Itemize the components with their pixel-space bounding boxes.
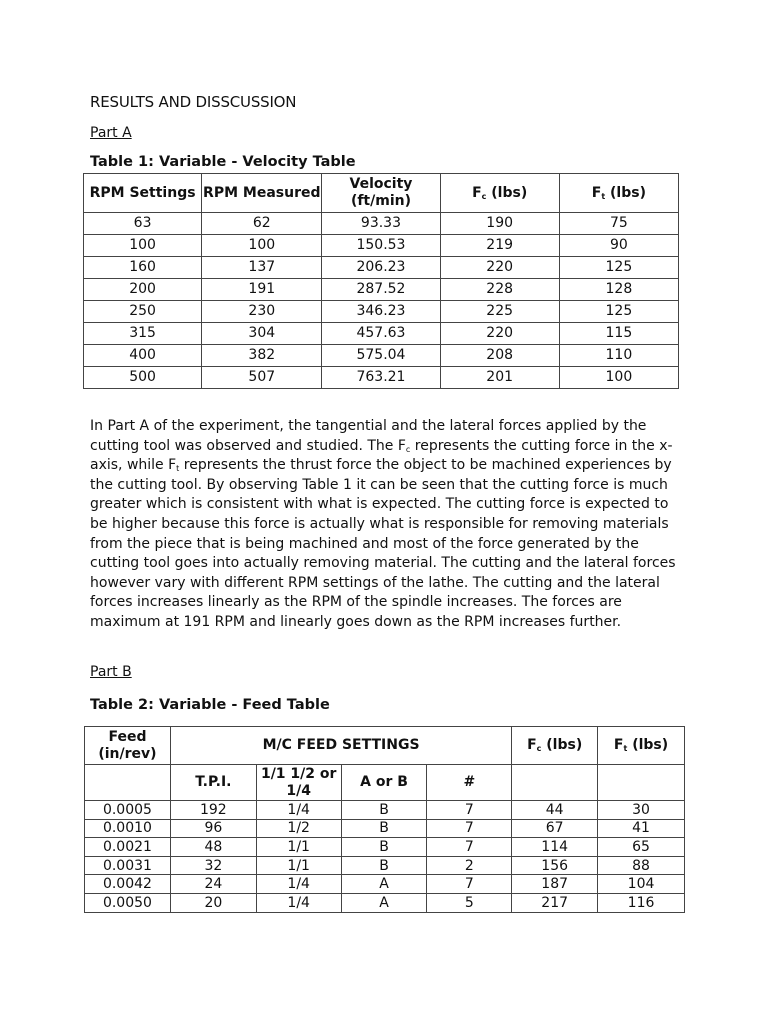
table-cell: 217: [512, 893, 598, 912]
table-cell: 48: [170, 838, 256, 857]
table-cell: B: [341, 819, 427, 838]
table-cell: 2: [427, 856, 512, 875]
velocity-table: [83, 173, 679, 389]
table-cell: 0.0010: [85, 819, 171, 838]
table-row: [84, 345, 679, 367]
table-cell: 1/2: [256, 819, 341, 838]
table-cell: 0.0021: [85, 838, 171, 857]
table-cell: 115: [559, 323, 678, 345]
header-number: #: [427, 765, 512, 801]
table-cell: 24: [170, 875, 256, 894]
table-cell: 1/4: [256, 875, 341, 894]
header-blank: [85, 765, 171, 801]
table-cell: 346.23: [322, 301, 440, 323]
table-cell: 0.0050: [85, 893, 171, 912]
table-cell: 96: [170, 819, 256, 838]
header-a-or-b: A or B: [341, 765, 427, 801]
table-cell: 20: [170, 893, 256, 912]
table-cell: 44: [512, 801, 598, 820]
table-cell: B: [341, 838, 427, 857]
header-blank: [598, 765, 685, 801]
table-cell: 190: [440, 213, 559, 235]
table-cell: 137: [202, 257, 322, 279]
table-cell: 90: [559, 235, 678, 257]
table2-caption: Table 2: Variable - Feed Table: [90, 697, 330, 713]
header-fc: $F_c$ (lbs): [440, 174, 559, 213]
header-ft: $F_t$ (lbs): [559, 174, 678, 213]
table-cell: 220: [440, 257, 559, 279]
table-cell: 208: [440, 345, 559, 367]
table-cell: 187: [512, 875, 598, 894]
table-cell: 100: [559, 367, 678, 389]
table-cell: 114: [512, 838, 598, 857]
table-cell: 5: [427, 893, 512, 912]
table-cell: 228: [440, 279, 559, 301]
header-rpm-measured: RPM Measured: [202, 174, 322, 213]
table-row: [85, 838, 685, 857]
table-cell: 110: [559, 345, 678, 367]
section-heading: RESULTS AND DISSCUSSION: [90, 93, 297, 111]
table-cell: 7: [427, 875, 512, 894]
table-cell: 220: [440, 323, 559, 345]
table-cell: 150.53: [322, 235, 440, 257]
header-fc: $F_c$ (lbs): [512, 727, 598, 765]
table-cell: 88: [598, 856, 685, 875]
table-cell: 400: [84, 345, 202, 367]
table-row: [85, 875, 685, 894]
table-cell: 230: [202, 301, 322, 323]
table-cell: 0.0042: [85, 875, 171, 894]
part-b-label: Part B: [90, 664, 132, 680]
table-cell: 156: [512, 856, 598, 875]
table-cell: B: [341, 801, 427, 820]
table-cell: 160: [84, 257, 202, 279]
table-cell: 382: [202, 345, 322, 367]
table-cell: 62: [202, 213, 322, 235]
table-row: [84, 235, 679, 257]
part-a-label: Part A: [90, 125, 132, 141]
table1-caption: Table 1: Variable - Velocity Table: [90, 154, 356, 170]
table-cell: 128: [559, 279, 678, 301]
header-feed: Feed (in/rev): [85, 727, 171, 765]
table-cell: 7: [427, 819, 512, 838]
table-row: [84, 301, 679, 323]
table-cell: 125: [559, 301, 678, 323]
table-cell: 206.23: [322, 257, 440, 279]
table-cell: 304: [202, 323, 322, 345]
header-ratio: 1/1 1/2 or 1/4: [256, 765, 341, 801]
header-tpi: T.P.I.: [170, 765, 256, 801]
table-cell: 219: [440, 235, 559, 257]
table-cell: 30: [598, 801, 685, 820]
table-cell: 507: [202, 367, 322, 389]
table-row: [85, 856, 685, 875]
table-cell: 192: [170, 801, 256, 820]
table-cell: 67: [512, 819, 598, 838]
table-cell: 75: [559, 213, 678, 235]
header-rpm-settings: RPM Settings: [84, 174, 202, 213]
table-cell: 500: [84, 367, 202, 389]
table-row: [85, 819, 685, 838]
table-cell: 225: [440, 301, 559, 323]
table-row: [84, 257, 679, 279]
header-mc-feed-settings: M/C FEED SETTINGS: [170, 727, 511, 765]
table-cell: 1/4: [256, 801, 341, 820]
table-cell: 200: [84, 279, 202, 301]
table-row: [84, 279, 679, 301]
table-cell: 1/1: [256, 838, 341, 857]
table-cell: A: [341, 875, 427, 894]
table-row: [84, 367, 679, 389]
table-cell: 457.63: [322, 323, 440, 345]
table-row: [84, 323, 679, 345]
feed-table: [84, 726, 685, 913]
table-cell: 65: [598, 838, 685, 857]
table-cell: 7: [427, 838, 512, 857]
header-velocity: Velocity (ft/min): [322, 174, 440, 213]
table-cell: 191: [202, 279, 322, 301]
table-cell: 100: [84, 235, 202, 257]
table-row: [85, 801, 685, 820]
table-cell: 1/4: [256, 893, 341, 912]
table-cell: 125: [559, 257, 678, 279]
table-cell: 100: [202, 235, 322, 257]
table-cell: 763.21: [322, 367, 440, 389]
header-blank: [512, 765, 598, 801]
table-row: [84, 213, 679, 235]
table-cell: 0.0005: [85, 801, 171, 820]
table-cell: 93.33: [322, 213, 440, 235]
table-cell: 287.52: [322, 279, 440, 301]
table-cell: 63: [84, 213, 202, 235]
table-row: [85, 893, 685, 912]
table-cell: 41: [598, 819, 685, 838]
table-cell: 32: [170, 856, 256, 875]
table-cell: 201: [440, 367, 559, 389]
table-cell: A: [341, 893, 427, 912]
table-cell: 250: [84, 301, 202, 323]
table-cell: 104: [598, 875, 685, 894]
table-cell: 116: [598, 893, 685, 912]
discussion-paragraph: In Part A of the experiment, the tangential and the lateral forces applied by the cutting tool was observed and studied. The $F_c$ represents the cutting force in the x-axis, while $F_t$ represents the thrust force the object to be machined experiences by the cutting tool. By observing Table 1 it can be seen that the cutting force is much greater which is consistent with what is expected. The cutting force is expected to be higher because this force is actually what is responsible for removing materials from the piece that is being machined and most of the force generated by the cutting tool goes into actually removing material. The cutting and the lateral forces however vary with different RPM settings of the lathe. The cutting and the lateral forces increases linearly as the RPM of the spindle increases. The forces are maximum at 191 RPM and linearly goes down as the RPM increases further.: [90, 418, 676, 630]
table-cell: 7: [427, 801, 512, 820]
table-cell: 575.04: [322, 345, 440, 367]
table-cell: B: [341, 856, 427, 875]
table-cell: 315: [84, 323, 202, 345]
table-cell: 1/1: [256, 856, 341, 875]
table-cell: 0.0031: [85, 856, 171, 875]
header-ft: $F_t$ (lbs): [598, 727, 685, 765]
